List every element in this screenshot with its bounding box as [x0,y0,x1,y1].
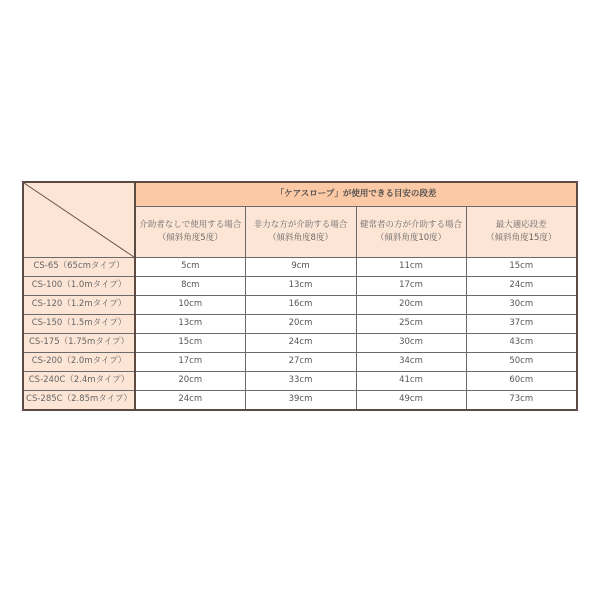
table-row [23,391,577,411]
table-cell: 5cm [135,258,245,277]
table-cell: 17cm [135,353,245,372]
table-cell: 13cm [245,277,356,296]
table-cell: 20cm [356,296,466,315]
table-cell: 49cm [356,391,466,411]
row-label: CS-200（2.0mタイプ） [23,353,135,372]
row-label: CS-175（1.75mタイプ） [23,334,135,353]
title-row [23,182,577,207]
table-cell: 16cm [245,296,356,315]
table-cell: 25cm [356,315,466,334]
column-header [135,207,245,258]
column-header-line2: （傾斜角度5度） [157,233,223,243]
row-label: CS-65（65cmタイプ） [23,258,135,277]
table-cell: 34cm [356,353,466,372]
column-header-line1: 介助者なしで使用する場合 [139,219,242,230]
table-row [23,353,577,372]
table-cell: 60cm [466,372,577,391]
column-header [466,207,577,258]
table-cell: 43cm [466,334,577,353]
table-row [23,277,577,296]
table-row [23,258,577,277]
table-cell: 33cm [245,372,356,391]
column-header-line1: 最大適応段差 [495,219,547,230]
column-header-line1: 非力な方が介助する場合 [253,219,348,230]
table-cell: 30cm [356,334,466,353]
column-header-line1: 健常者の方が介助する場合 [359,219,462,230]
column-header-line2: （傾斜角度15度） [486,233,557,243]
column-header [245,207,356,258]
table-cell: 41cm [356,372,466,391]
table-title: 「ケアスロープ」が使用できる目安の段差 [135,182,577,207]
table-cell: 24cm [135,391,245,411]
table-row [23,296,577,315]
table-cell: 30cm [466,296,577,315]
row-label: CS-150（1.5mタイプ） [23,315,135,334]
table-cell: 20cm [245,315,356,334]
row-label: CS-240C（2.4mタイプ） [23,372,135,391]
table-row [23,334,577,353]
table-cell: 15cm [466,258,577,277]
table-cell: 73cm [466,391,577,411]
table-cell: 27cm [245,353,356,372]
table-cell: 11cm [356,258,466,277]
table-cell: 13cm [135,315,245,334]
row-label: CS-100（1.0mタイプ） [23,277,135,296]
table-cell: 17cm [356,277,466,296]
table-cell: 10cm [135,296,245,315]
column-header [356,207,466,258]
table-cell: 8cm [135,277,245,296]
table-cell: 37cm [466,315,577,334]
table-cell: 24cm [466,277,577,296]
table-cell: 39cm [245,391,356,411]
column-header-line2: （傾斜角度10度） [375,233,447,243]
row-label: CS-285C（2.85mタイプ） [23,391,135,411]
table-row [23,315,577,334]
table-cell: 20cm [135,372,245,391]
column-header-line2: （傾斜角度8度） [268,233,333,243]
table-cell: 9cm [245,258,356,277]
table-cell: 15cm [135,334,245,353]
corner-cell [23,182,135,258]
row-label: CS-120（1.2mタイプ） [23,296,135,315]
slope-height-table [22,181,578,411]
diagonal-line-icon [24,183,134,257]
table-cell: 50cm [466,353,577,372]
table-cell: 24cm [245,334,356,353]
table-row [23,372,577,391]
